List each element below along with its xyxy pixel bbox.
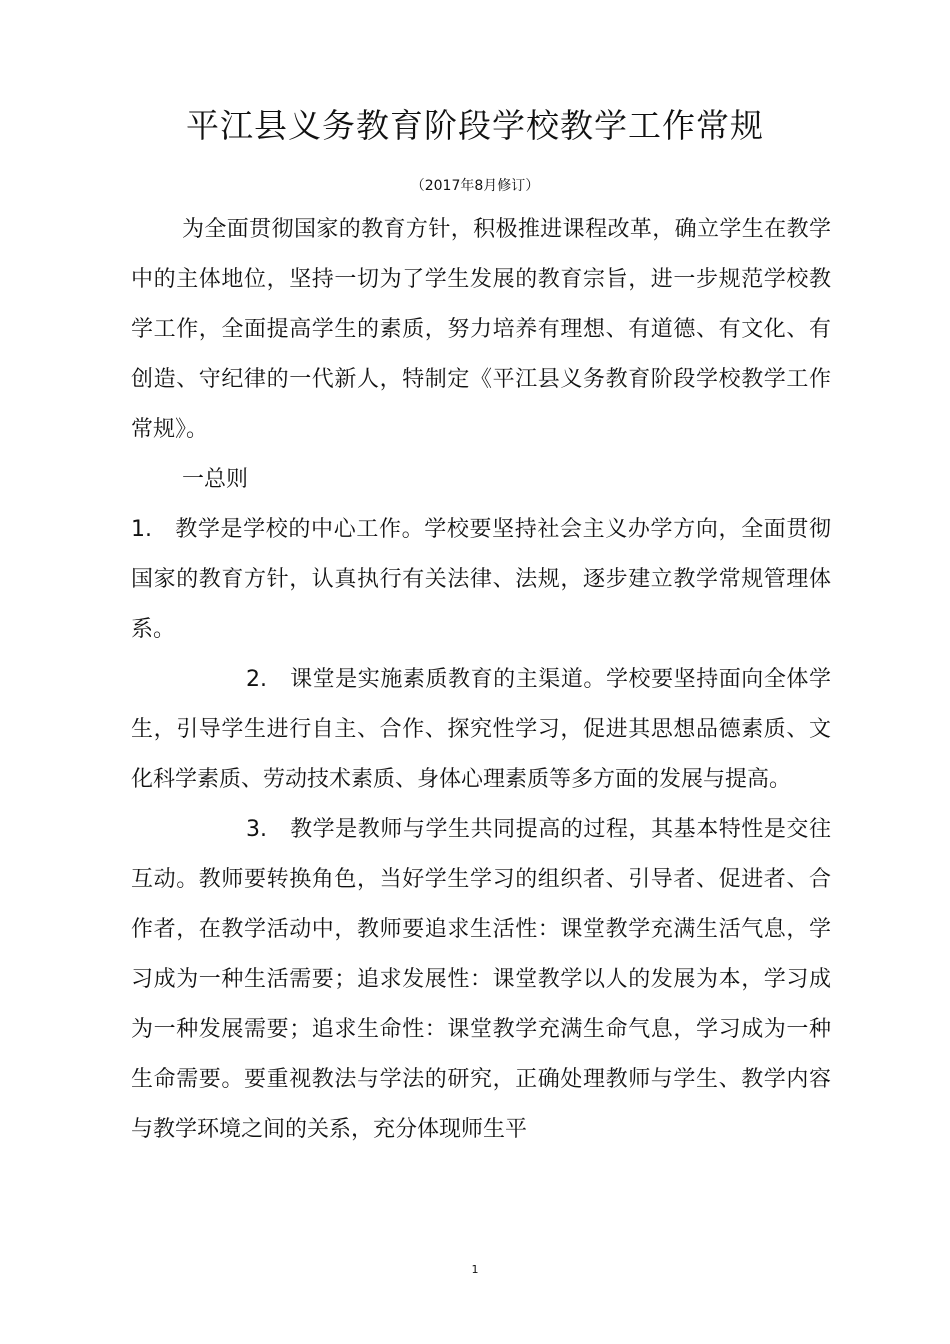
document-title: 平江县义务教育阶段学校教学工作常规 (186, 106, 764, 145)
page-number: 1 (471, 1263, 479, 1276)
list-item-2: 2. 课堂是实施素质教育的主渠道。学校要坚持面向全体学生，引导学生进行自主、合作、探究性学习，促进其思想品德素质、文化科学素质、劳动技术素质、身体心理素质等多方面的发展与提高。 (131, 667, 831, 792)
intro-paragraph: 为全面贯彻国家的教育方针，积极推进课程改革，确立学生在教学中的主体地位，坚持一切为了学生发展的教育宗旨，进一步规范学校教学工作，全面提高学生的素质，努力培养有理想、有道德、有文化、有创造、守纪律的一代新人，特制定《平江县义务教育阶段学校教学工作常规》。 (131, 217, 831, 442)
revision-date: （2017年8月修订） (410, 178, 540, 194)
section-heading: 一总则 (182, 467, 249, 492)
document-body (131, 205, 831, 1155)
list-item-1: 1. 教学是学校的中心工作。学校要坚持社会主义办学方向，全面贯彻国家的教育方针，认真执行有关法律、法规，逐步建立教学常规管理体系。 (131, 517, 831, 642)
list-item-3: 3. 教学是教师与学生共同提高的过程，其基本特性是交往互动。教师要转换角色，当好学生学习的组织者、引导者、促进者、合作者，在教学活动中，教师要追求生活性：课堂教学充满生活气息，学习成为一种生活需要；追求发展性：课堂教学以人的发展为本，学习成为一种发展需要；追求生命性：课堂教学充满生命气息，学习成为一种生命需要。要重视教法与学法的研究，正确处理教师与学生、教学内容与教学环境之间的关系，充分体现师生平 (131, 817, 831, 1142)
